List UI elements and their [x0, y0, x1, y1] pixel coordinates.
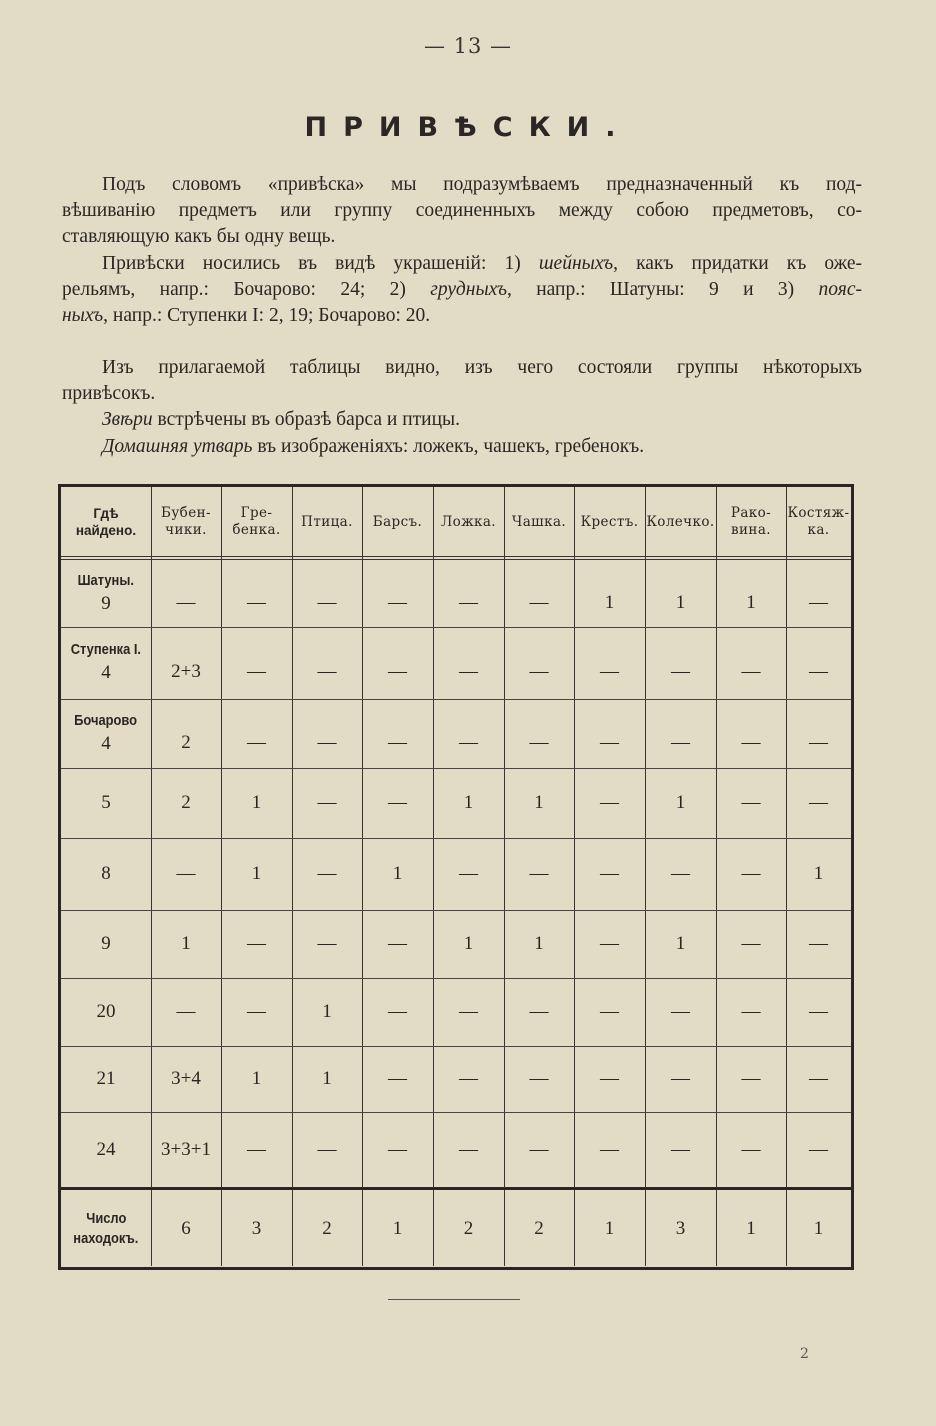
text-run: рельямъ, напр.: Бочарово: 24; 2) — [62, 279, 431, 300]
table-cell: — — [247, 1138, 266, 1160]
table-cell: — — [247, 1001, 266, 1022]
table-cell: — — [741, 1138, 761, 1160]
table-cell: — — [671, 1068, 690, 1089]
paragraph-line: привѣсокъ. — [62, 383, 156, 404]
table-cell: 1 — [746, 591, 756, 613]
table-cell: — — [741, 863, 761, 884]
totals-label-text: Число — [85, 1209, 127, 1227]
table-cell: — — [741, 1068, 761, 1089]
table-cell: 1 — [251, 792, 262, 813]
table-cell: — — [671, 731, 690, 753]
end-rule — [388, 1299, 520, 1300]
table-cell: — — [317, 661, 337, 682]
table-cell: — — [317, 731, 337, 753]
text-run: , напр.: Ступенки I: 2, 19; Бочарово: 20. — [103, 305, 431, 326]
row-location — [61, 768, 151, 838]
table-cell: — — [741, 731, 761, 753]
column-header — [504, 487, 574, 557]
table-cell: — — [459, 1001, 478, 1022]
table-cell: — — [529, 863, 549, 884]
location-name: Шатуны. — [77, 571, 135, 589]
total-cell: 3 — [251, 1217, 262, 1239]
location-number: 24 — [96, 1138, 116, 1160]
table-cell: 1 — [675, 933, 686, 954]
table-cell: 2+3 — [171, 661, 201, 682]
table-cell: — — [671, 1138, 690, 1160]
table-cell: 1 — [181, 933, 191, 954]
emphasis-text: Домашняя утварь — [102, 436, 253, 457]
location-number: 4 — [101, 662, 111, 683]
table-cell: — — [388, 1068, 407, 1089]
table-cell: — — [600, 933, 619, 954]
table-cell: 1 — [463, 792, 474, 813]
header-text: вина. — [731, 522, 771, 538]
header-text: Рако- — [730, 505, 772, 521]
table-cell: — — [671, 661, 690, 682]
paragraph-line — [102, 434, 644, 460]
table-cell: — — [317, 933, 337, 954]
table-cell: — — [388, 731, 407, 753]
location-number: 4 — [101, 732, 111, 754]
total-cell: 1 — [392, 1217, 403, 1239]
table-cell: 2 — [181, 731, 191, 753]
section-title: ПРИВѢСКИ. — [304, 112, 632, 143]
location-number: 5 — [101, 792, 111, 813]
table-cell: — — [809, 1068, 828, 1089]
text-run: , какъ придатки къ оже- — [613, 253, 863, 274]
location-name: Ступенка I. — [70, 641, 142, 658]
table-cell: — — [176, 591, 196, 613]
table-cell: — — [459, 591, 478, 613]
table-cell: — — [600, 1138, 619, 1160]
table-cell: 2 — [181, 792, 191, 813]
totals-rule — [61, 1187, 851, 1190]
header-text: Чашка. — [511, 513, 567, 530]
table-cell: — — [600, 863, 619, 884]
header-text: Бубен- — [161, 505, 211, 521]
paragraph-line: вѣшиванію предметъ или группу соединенныхъ между собою предметовъ, со- — [62, 200, 862, 221]
table-cell: — — [741, 933, 761, 954]
table-cell: — — [600, 792, 619, 813]
header-text: Барсъ. — [372, 513, 423, 530]
header-text: Костяж- — [787, 505, 850, 521]
table-cell: 1 — [534, 792, 544, 813]
emphasis-text: шейныхъ — [538, 253, 614, 274]
header-text: Колечко. — [646, 513, 715, 530]
table-cell: — — [176, 1001, 196, 1022]
emphasis-text: пояс- — [818, 279, 862, 300]
table-cell: — — [600, 1068, 619, 1089]
signature-mark: 2 — [800, 1346, 809, 1362]
table-cell: — — [388, 1001, 407, 1022]
table-cell: — — [809, 731, 828, 753]
paragraph-line — [62, 303, 430, 329]
table-cell: — — [809, 933, 828, 954]
column-header — [221, 487, 292, 557]
emphasis-text: Звѣри — [102, 409, 153, 430]
header-text: Птица. — [301, 513, 353, 530]
table-cell: — — [741, 661, 761, 682]
row-location — [61, 1112, 151, 1187]
row-location — [61, 910, 151, 978]
table-cell: 1 — [604, 591, 615, 613]
table-cell: — — [809, 661, 828, 682]
table-cell: — — [459, 863, 478, 884]
column-header — [292, 487, 362, 557]
header-text: Крестъ. — [580, 513, 639, 530]
paragraph-line — [62, 277, 862, 303]
table-cell: 1 — [675, 591, 686, 613]
total-cell: 6 — [181, 1217, 191, 1239]
header-text: ка. — [807, 522, 830, 538]
table-cell: — — [317, 591, 337, 613]
column-header — [151, 487, 221, 557]
table-cell: — — [529, 731, 549, 753]
total-cell: 3 — [675, 1217, 686, 1239]
column-header — [362, 487, 433, 557]
paragraph-line — [102, 251, 862, 277]
table-cell: — — [247, 591, 266, 613]
totals-label-text: находокъ. — [73, 1229, 139, 1247]
page-number: — 13 — — [423, 34, 513, 58]
table-cell: — — [388, 933, 407, 954]
table-cell: 1 — [534, 933, 544, 954]
header-text: Гдѣ — [93, 506, 119, 521]
location-number: 9 — [101, 592, 111, 614]
row-location — [61, 978, 151, 1046]
text-run: въ изображеніяхъ: ложекъ, чашекъ, гребенокъ. — [252, 436, 645, 457]
emphasis-text: грудныхъ — [430, 279, 507, 300]
table-cell: 1 — [322, 1068, 332, 1089]
total-cell: 2 — [463, 1217, 474, 1239]
location-number: 20 — [96, 1001, 116, 1022]
table-cell: — — [459, 731, 478, 753]
table-cell: — — [741, 792, 761, 813]
column-header — [786, 487, 851, 557]
text-run: , напр.: Шатуны: 9 и 3) — [506, 279, 819, 300]
total-cell: 1 — [813, 1217, 824, 1239]
table-cell: — — [317, 792, 337, 813]
table-cell: — — [809, 1138, 828, 1160]
row-location — [61, 560, 151, 627]
table-cell: — — [600, 661, 619, 682]
location-number: 21 — [96, 1068, 116, 1089]
table-cell: — — [600, 731, 619, 753]
table-cell: 1 — [463, 933, 474, 954]
column-header — [433, 487, 504, 557]
location-name: Бочарово — [74, 711, 138, 729]
row-location — [61, 699, 151, 768]
table-cell: — — [388, 1138, 407, 1160]
table-cell: — — [247, 933, 266, 954]
paragraph-line: Подъ словомъ «привѣска» мы подразумѣваемъ предназначенный къ под- — [102, 174, 862, 195]
header-text: чики. — [165, 522, 207, 538]
table-cell: — — [529, 591, 549, 613]
table-cell: — — [247, 731, 266, 753]
header-location — [61, 487, 151, 557]
table-cell: — — [247, 661, 266, 682]
table-cell: — — [809, 591, 828, 613]
table-cell: — — [317, 863, 337, 884]
location-number: 9 — [101, 933, 111, 954]
table-cell: — — [671, 1001, 690, 1022]
table-cell: — — [600, 1001, 619, 1022]
table-cell: 3+3+1 — [161, 1138, 211, 1160]
table-cell: — — [529, 1068, 549, 1089]
table-cell: — — [459, 1138, 478, 1160]
paragraph-line: ставляющую какъ бы одну вещь. — [62, 226, 336, 247]
row-location — [61, 838, 151, 910]
total-cell: 1 — [746, 1217, 756, 1239]
row-location — [61, 1046, 151, 1112]
text-run: встрѣчены въ образѣ барса и птицы. — [152, 409, 461, 430]
table-cell: — — [671, 863, 690, 884]
table-cell: — — [741, 1001, 761, 1022]
table-cell: — — [388, 591, 407, 613]
table-cell: 3+4 — [171, 1068, 201, 1089]
table-cell: — — [388, 661, 407, 682]
table-cell: — — [529, 661, 549, 682]
table-cell: — — [317, 1138, 337, 1160]
totals-label — [61, 1192, 151, 1265]
total-cell: 1 — [604, 1217, 615, 1239]
table-cell: — — [459, 1068, 478, 1089]
header-text: найдено. — [75, 523, 137, 538]
total-cell: 2 — [322, 1217, 332, 1239]
table-cell: — — [459, 661, 478, 682]
table-cell: — — [388, 792, 407, 813]
paragraph-line: Изъ прилагаемой таблицы видно, изъ чего состояли группы нѣкоторыхъ — [102, 357, 862, 378]
column-header — [716, 487, 786, 557]
header-text: Гре- — [240, 505, 273, 521]
total-cell: 2 — [534, 1217, 544, 1239]
table-cell: 1 — [251, 1068, 262, 1089]
row-location — [61, 627, 151, 699]
paragraph-line — [102, 407, 460, 433]
table-cell: 1 — [813, 863, 824, 884]
table-cell: — — [529, 1001, 549, 1022]
table-cell: 1 — [322, 1001, 332, 1022]
table-cell: — — [809, 1001, 828, 1022]
column-header — [645, 487, 716, 557]
table-cell: 1 — [392, 863, 403, 884]
emphasis-text: ныхъ — [62, 305, 104, 326]
table-cell: — — [809, 792, 828, 813]
header-text: Ложка. — [441, 513, 496, 530]
table-cell: 1 — [251, 863, 262, 884]
table-cell: — — [176, 863, 196, 884]
text-run: Привѣски носились въ видѣ украшеній: 1) — [102, 253, 539, 274]
table-cell: 1 — [675, 792, 686, 813]
header-text: бенка. — [232, 522, 281, 538]
table-cell: — — [529, 1138, 549, 1160]
location-number: 8 — [101, 863, 111, 884]
column-header — [574, 487, 645, 557]
